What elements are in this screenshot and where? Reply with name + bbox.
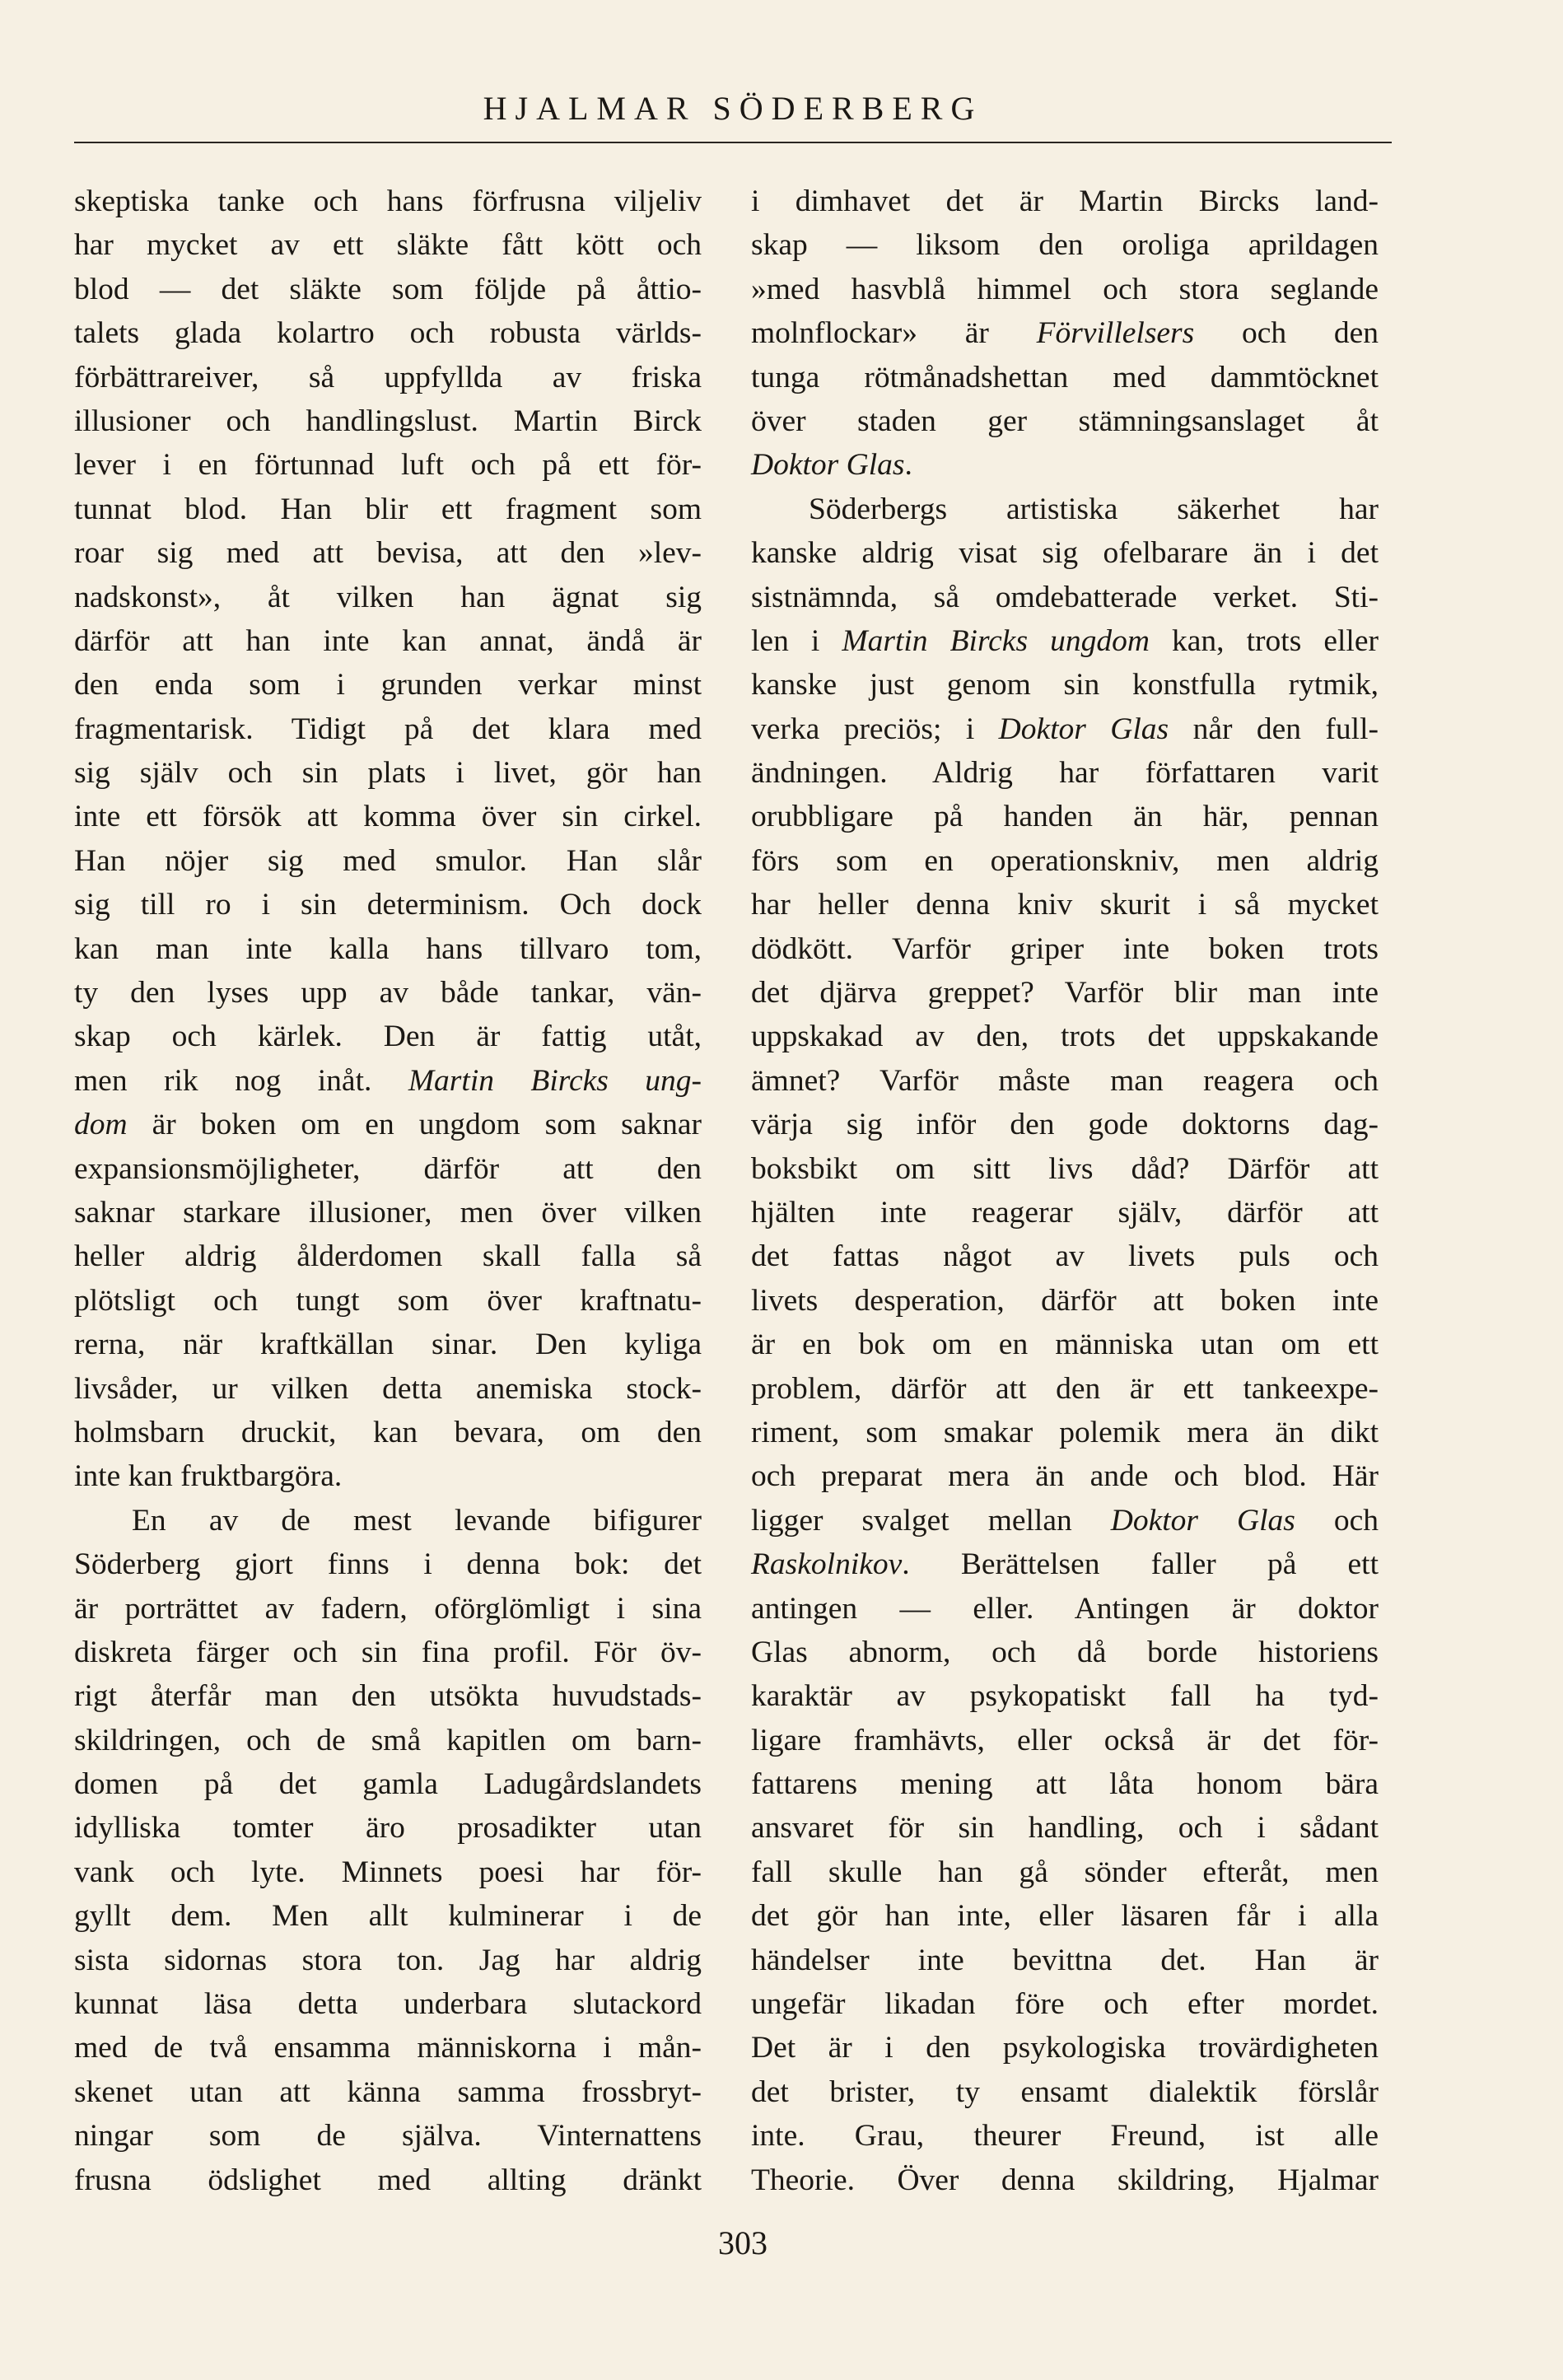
line-text: vank och lyte. Minnets poesi har för- [74, 1855, 702, 1889]
line-text: den enda som i grunden verkar minst [74, 668, 702, 702]
italic-title: dom [74, 1108, 128, 1142]
text-line [74, 971, 702, 1015]
line-text: och den [1194, 316, 1379, 351]
line-text: och preparat mera än ande och blod. Här [751, 1459, 1379, 1494]
text-line [751, 883, 1379, 926]
line-text: heller aldrig ålderdomen skall falla så [74, 1239, 702, 1274]
line-text: kunnat läsa detta underbara slutackord [74, 1987, 702, 2022]
line-text: därför att han inte kan annat, ändå är [74, 623, 702, 658]
italic-title: Doktor Glas [751, 448, 905, 483]
text-line [751, 1674, 1379, 1718]
text-line [74, 2070, 702, 2114]
line-text: diskreta färger och sin fina profil. För öv- [74, 1635, 702, 1669]
text-line [74, 1542, 702, 1586]
line-text: når den full- [1169, 712, 1379, 746]
text-line [74, 223, 702, 267]
text-line [74, 1982, 702, 2026]
line-text: uppskakad av den, trots det uppskakande [751, 1020, 1379, 1054]
text-line [74, 1939, 702, 1982]
line-text: expansionsmöjligheter, därför att den [74, 1151, 702, 1186]
text-line [74, 2114, 702, 2158]
line-text: inte ett försök att komma över sin cirkel. [74, 800, 702, 834]
text-line [751, 1982, 1379, 2026]
text-line [74, 268, 702, 311]
text-line [74, 1059, 702, 1103]
text-line [751, 311, 1379, 355]
line-text: livets desperation, därför att boken inte [751, 1283, 1379, 1318]
text-line [74, 1367, 702, 1411]
line-text: är boken om en ungdom som saknar [127, 1108, 702, 1142]
line-text: nadskonst», åt vilken han ägnat sig [74, 580, 702, 614]
line-text: förs som en operationskniv, men aldrig [751, 843, 1379, 878]
line-text: skildringen, och de små kapitlen om barn- [74, 1723, 702, 1757]
text-line [751, 839, 1379, 883]
text-line [751, 1499, 1379, 1542]
line-text: illusioner och handlingslust. Martin Birck [74, 404, 702, 438]
text-line [74, 1806, 702, 1850]
line-text: fall skulle han gå sönder efteråt, men [751, 1855, 1379, 1889]
line-text: har heller denna kniv skurit i så mycket [751, 888, 1379, 922]
right-text-column [751, 180, 1379, 2202]
text-line [74, 2026, 702, 2070]
text-line [74, 1454, 702, 1498]
text-line [751, 663, 1379, 707]
text-line [751, 1894, 1379, 1938]
running-head: HJALMAR SÖDERBERG [483, 90, 983, 127]
text-line [74, 180, 702, 223]
text-line [751, 1191, 1379, 1234]
line-text: förbättrareiver, så uppfyllda av friska [74, 360, 702, 394]
line-text: är porträttet av fadern, oförglömligt i sina [74, 1591, 702, 1626]
text-line [74, 883, 702, 926]
line-text: blod — det släkte som följde på åttio- [74, 272, 702, 306]
line-text: kanske just genom sin konstfulla rytmik, [751, 668, 1379, 702]
text-line [74, 443, 702, 487]
line-text: händelser inte bevittna det. Han är [751, 1943, 1379, 1977]
line-text: ligare framhävts, eller också är det för- [751, 1723, 1379, 1757]
line-text: lever i en förtunnad luft och på ett för- [74, 448, 702, 483]
line-text: Söderberg gjort finns i denna bok: det [74, 1547, 702, 1582]
line-text: domen på det gamla Ladugårdslandets [74, 1767, 702, 1802]
text-line [74, 663, 702, 707]
text-line [751, 1587, 1379, 1631]
line-text: Theorie. Över denna skildring, Hjalmar [751, 2163, 1379, 2197]
text-line [751, 1279, 1379, 1323]
line-text: ty den lyses upp av både tankar, vän- [74, 976, 702, 1010]
text-line [74, 1850, 702, 1894]
line-text: molnflockar» är [751, 316, 1037, 351]
line-text: inte. Grau, theurer Freund, ist alle [751, 2119, 1379, 2154]
line-text: men rik nog inåt. [74, 1063, 408, 1098]
text-line [751, 399, 1379, 443]
text-line [751, 1631, 1379, 1674]
line-text: det fattas något av livets puls och [751, 1239, 1379, 1274]
text-line [751, 751, 1379, 795]
text-line [74, 311, 702, 355]
line-text: riment, som smakar polemik mera än dikt [751, 1415, 1379, 1449]
text-line [751, 1234, 1379, 1278]
line-text: i dimhavet det är Martin Bircks land- [751, 184, 1379, 218]
text-line [751, 2158, 1379, 2202]
text-line [74, 399, 702, 443]
line-text: holmsbarn druckit, kan bevara, om den [74, 1415, 702, 1449]
line-text: antingen — eller. Antingen är doktor [751, 1591, 1379, 1626]
line-text: är en bok om en människa utan om ett [751, 1328, 1379, 1362]
text-line [74, 751, 702, 795]
text-line [74, 707, 702, 751]
text-line [751, 619, 1379, 663]
text-line [74, 488, 702, 531]
text-line [751, 2026, 1379, 2070]
text-line [74, 1279, 702, 1323]
text-line [751, 356, 1379, 399]
line-text: ändningen. Aldrig har författaren varit [751, 756, 1379, 791]
line-text: över staden ger stämningsanslaget åt [751, 404, 1379, 438]
line-text: sista sidornas stora ton. Jag har aldrig [74, 1943, 702, 1977]
text-line [74, 1587, 702, 1631]
text-line [74, 1719, 702, 1762]
line-text: skap och kärlek. Den är fattig utåt, [74, 1020, 702, 1054]
line-text: hjälten inte reagerar själv, därför att [751, 1195, 1379, 1230]
line-text: »med hasvblå himmel och stora seglande [751, 272, 1379, 306]
text-line [74, 1762, 702, 1806]
page-number: 303 [718, 2224, 768, 2261]
line-text: Glas abnorm, och då borde historiens [751, 1635, 1379, 1669]
text-line [74, 927, 702, 971]
text-line [751, 1719, 1379, 1762]
line-text: Han nöjer sig med smulor. Han slår [74, 843, 702, 878]
text-line [751, 1367, 1379, 1411]
text-line [751, 2070, 1379, 2114]
line-text: värja sig inför den gode doktorns dag- [751, 1108, 1379, 1142]
line-text: . Berättelsen faller på ett [902, 1547, 1379, 1582]
left-text-column [74, 180, 702, 2202]
text-line [751, 1103, 1379, 1146]
text-line [751, 576, 1379, 619]
line-text: plötsligt och tungt som över kraftnatu- [74, 1283, 702, 1318]
line-text: fattarens mening att låta honom bära [751, 1767, 1379, 1802]
text-line [751, 971, 1379, 1015]
text-line [74, 1147, 702, 1191]
text-line [74, 1411, 702, 1454]
line-text: roar sig med att bevisa, att den »lev- [74, 536, 702, 571]
italic-title: Doktor Glas [998, 712, 1169, 746]
text-line [74, 1015, 702, 1058]
text-line [751, 927, 1379, 971]
text-line [751, 1939, 1379, 1982]
line-text: saknar starkare illusioner, men över vilken [74, 1195, 702, 1230]
line-text: . [904, 448, 912, 483]
line-text: Söderbergs artistiska säkerhet har [809, 492, 1379, 526]
text-line [74, 1191, 702, 1234]
line-text: rerna, när kraftkällan sinar. Den kyliga [74, 1328, 702, 1362]
line-text: orubbligare på handen än här, pennan [751, 800, 1379, 834]
line-text: sistnämnda, så omdebatterade verket. Sti- [751, 580, 1379, 614]
line-text: gyllt dem. Men allt kulminerar i de [74, 1899, 702, 1934]
line-text: sig till ro i sin determinism. Och dock [74, 888, 702, 922]
text-line [74, 1674, 702, 1718]
text-line [751, 223, 1379, 267]
text-line [751, 1059, 1379, 1103]
text-line [74, 1103, 702, 1146]
text-line [74, 795, 702, 838]
text-line [74, 839, 702, 883]
text-line [751, 268, 1379, 311]
line-text: ungefär likadan före och efter mordet. [751, 1987, 1379, 2022]
text-line [751, 1454, 1379, 1498]
line-text: och [1295, 1503, 1379, 1538]
line-text: fragmentarisk. Tidigt på det klara med [74, 712, 702, 746]
text-line [751, 2114, 1379, 2158]
text-line [751, 1806, 1379, 1850]
line-text: inte kan fruktbargöra. [74, 1459, 343, 1494]
text-line [751, 707, 1379, 751]
text-line [751, 1762, 1379, 1806]
line-text: boksbikt om sitt livs dåd? Därför att [751, 1151, 1379, 1186]
italic-title: Förvillelsers [1036, 316, 1195, 351]
line-text: har mycket av ett släkte fått kött och [74, 228, 702, 263]
line-text: det gör han inte, eller läsaren får i alla [751, 1899, 1379, 1934]
line-text: skap — liksom den oroliga aprildagen [751, 228, 1379, 263]
italic-title: Martin Bircks ung- [408, 1063, 702, 1098]
italic-title: Martin Bircks ungdom [842, 623, 1150, 658]
line-text: ansvaret för sin handling, och i sådant [751, 1811, 1379, 1846]
line-text: frusna ödslighet med allting dränkt [74, 2163, 702, 2197]
text-line [751, 1411, 1379, 1454]
text-line [751, 443, 1379, 487]
line-text: Det är i den psykologiska trovärdigheten [751, 2031, 1379, 2065]
text-line [74, 1323, 702, 1366]
line-text: verka preciös; i [751, 712, 999, 746]
text-line [74, 1894, 702, 1938]
text-line [74, 1499, 702, 1542]
line-text: talets glada kolartro och robusta världs- [74, 316, 702, 351]
text-line [74, 1234, 702, 1278]
text-line [74, 2158, 702, 2202]
line-text: ämnet? Varför måste man reagera och [751, 1063, 1379, 1098]
line-text: sig själv och sin plats i livet, gör han [74, 756, 702, 791]
text-line [74, 619, 702, 663]
italic-title: Doktor Glas [1110, 1503, 1295, 1538]
line-text: kanske aldrig visat sig ofelbarare än i det [751, 536, 1379, 571]
text-line [74, 531, 702, 575]
text-line [751, 488, 1379, 531]
line-text: kan man inte kalla hans tillvaro tom, [74, 931, 702, 966]
line-text: rigt återfår man den utsökta huvudstads- [74, 1679, 702, 1714]
text-line [751, 1015, 1379, 1058]
text-line [751, 180, 1379, 223]
line-text: len i [751, 623, 842, 658]
line-text: idylliska tomter äro prosadikter utan [74, 1811, 702, 1846]
italic-title: Raskolnikov [751, 1547, 903, 1582]
header-rule [74, 142, 1392, 143]
text-line [74, 1631, 702, 1674]
line-text: kan, trots eller [1149, 623, 1379, 658]
line-text: tunnat blod. Han blir ett fragment som [74, 492, 702, 526]
line-text: karaktär av psykopatiskt fall ha tyd- [751, 1679, 1379, 1714]
text-line [751, 531, 1379, 575]
text-line [751, 1323, 1379, 1366]
line-text: ligger svalget mellan [751, 1503, 1111, 1538]
line-text: skeptiska tanke och hans förfrusna viljeliv [74, 184, 702, 218]
text-line [751, 1147, 1379, 1191]
line-text: problem, därför att den är ett tankeexpe- [751, 1371, 1379, 1406]
line-text: tunga rötmånadshettan med dammtöcknet [751, 360, 1379, 394]
line-text: En av de mest levande bifigurer [132, 1503, 702, 1538]
text-line [751, 1850, 1379, 1894]
line-text: skenet utan att känna samma frossbryt- [74, 2074, 702, 2109]
text-line [74, 576, 702, 619]
text-line [751, 795, 1379, 838]
line-text: ningar som de själva. Vinternattens [74, 2119, 702, 2154]
text-line [74, 356, 702, 399]
line-text: med de två ensamma människorna i mån- [74, 2031, 702, 2065]
line-text: det brister, ty ensamt dialektik förslår [751, 2074, 1379, 2109]
text-line [751, 1542, 1379, 1586]
line-text: det djärva greppet? Varför blir man inte [751, 976, 1379, 1010]
line-text: dödkött. Varför griper inte boken trots [751, 931, 1379, 966]
line-text: livsåder, ur vilken detta anemiska stock- [74, 1371, 702, 1406]
